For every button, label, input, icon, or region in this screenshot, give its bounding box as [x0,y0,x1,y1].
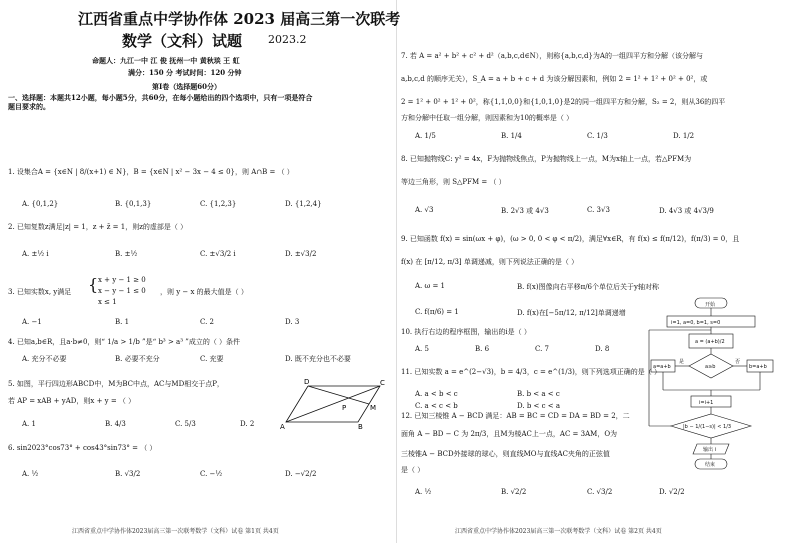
q7-option-a: A. 1/5 [415,132,436,140]
question-1: 1. 设集合A = {x∈N | 8/(x+1) ∈ N}，B = {x∈N | x² − 3x − 4 ≤ 0}，则 A∩B = （ ） [8,168,294,176]
q7-option-b: B. 1/4 [501,132,522,140]
q8-option-d: D. 4√3 或 4√3/9 [659,207,714,215]
q3-condition-2: x − y − 1 ≤ 0 [98,287,146,295]
question-3-prefix: 3. 已知实数x, y满足 [8,288,72,296]
flow-output-label: 输出 i [703,447,716,453]
q5-option-d: D. 2 [240,420,255,428]
q3-option-b: B. 1 [115,318,130,326]
question-7-line4: 方和分解中任取一组分解，则因素和为10的概率是（ ） [401,114,574,122]
authors: 命题人：九江一中 江 俊 抚州一中 黄秋琰 王 虹 [92,56,240,65]
label-p: P [342,404,347,412]
label-m: M [370,404,377,412]
q7-option-d: D. 1/2 [673,132,695,140]
q4-option-a: A. 充分不必要 [22,355,67,363]
q11-option-a: A. a < b < c [415,390,458,398]
q12-option-a: A. ½ [415,488,432,496]
q12-option-b: B. √2/2 [501,488,527,496]
flow-decision-label: a≥b [705,364,716,370]
q11-option-d: D. b < c < a [517,402,561,410]
flow-init-label: i=1, a=0, b=1, s=0 [671,320,721,326]
question-8-line1: 8. 已知抛物线C: y² = 4x，F为抛物线焦点，P为抛物线上一点，M为x轴上一点，若△PFM为 [401,155,692,163]
q4-option-d: D. 既不充分也不必要 [285,355,351,363]
question-5-line1: 5. 如图，平行四边形ABCD中，M为BC中点，AC与MD相交于点P， [8,380,224,388]
question-12-line2: 面角 A − BD − C 为 2π/3，且M为棱AC上一点，AC = 3AM，O为 [401,430,618,438]
q8-option-a: A. √3 [415,206,434,214]
flow-no-label: 否 [735,359,741,365]
diagonal-ac [286,386,380,422]
question-3-suffix: ，则 y − x 的最大值是（ ） [160,288,248,296]
q11-option-b: B. b < a < c [517,390,560,398]
question-2: 2. 已知复数z满足|z| = 1，z + z̄ = 1，则z的虚部是（ ） [8,223,188,231]
q10-option-a: A. 5 [415,345,429,353]
q9-option-b: B. f(x)图像向右平移π/6个单位后关于y轴对称 [517,283,659,291]
flow-left-label: a=a+b [653,364,671,370]
label-b: B [358,423,363,430]
instructions-line1: 一、选择题：本题共12小题，每小题5分，共60分，在每小题给出的四个选项中，只有一项是符合 [8,93,313,102]
q6-option-c: C. −½ [200,470,223,478]
segment-dm [308,386,369,404]
q6-option-a: A. ½ [22,470,39,478]
instructions-line2: 题目要求的。 [8,102,50,111]
question-7-line1: 7. 若 A = a² + b² + c² + d²（a,b,c,d∈N），则称{a,b,c,d}为A的一组四平方和分解（该分解与 [401,52,703,60]
flow-yes-label: 是 [679,359,685,365]
question-11: 11. 已知实数 a = e^(2−√3)，b = 4/3，c = e^(1/3)，则下列选项正确的是（ ） [401,368,662,376]
q4-option-b: B. 必要不充分 [115,355,160,363]
q3-option-a: A. −1 [22,318,42,326]
q3-option-d: D. 3 [285,318,300,326]
question-7-line3: 2 = 1² + 0² + 1² + 0²，称{1,1,0,0}和{1,0,1,0}是2的同一组四平方和分解，S₂ = 2，则从36的四平 [401,98,726,106]
q11-option-c: C. a < c < b [415,402,458,410]
q3-condition-1: x + y − 1 ≥ 0 [98,276,146,284]
label-a: A [280,423,285,430]
part-one-heading: 第Ⅰ卷（选择题60分） [152,82,222,91]
label-c: C [380,379,385,387]
flow-right-label: b=a+b [749,364,767,370]
q2-option-c: C. ±√3/2 i [200,250,236,258]
question-12-line3: 三棱锥A − BCD外接球的球心，则直线MO与直线AC夹角的正弦值 [401,450,610,458]
right-footer: 江西省重点中学协作体2023届高三第一次联考数学（文科）试卷 第2页 共4页 [455,528,662,535]
flow-stop-label: |b − 1/(1−s)| < 1/3 [683,424,732,430]
question-10: 10. 执行右边的程序框图，输出的i是（ ） [401,328,531,336]
q2-option-d: D. ±√3/2 [285,250,317,258]
flow-increment-label: i=i+1 [699,400,714,406]
parallelogram-figure [278,378,388,430]
q1-option-b: B. {0,1,3} [115,200,152,208]
q10-option-b: B. 6 [475,345,490,353]
q9-option-c: C. f(π/6) = 1 [415,308,459,316]
q10-option-d: D. 8 [595,345,610,353]
exam-subtitle: 数学（文科）试题 [122,32,243,50]
flow-assign-label: a = (a+b)/2 [695,339,725,345]
label-d: D [304,378,310,386]
q12-option-c: C. √3/2 [587,488,613,496]
q4-option-c: C. 充要 [200,355,224,363]
q2-option-a: A. ±½ i [22,250,49,258]
system-brace: { [88,275,99,294]
q1-option-d: D. {1,2,4} [285,200,322,208]
question-5-line2: 若 AP = xAB + yAD，则x + y = （ ） [8,397,136,405]
q6-option-d: D. −√2/2 [285,470,317,478]
q1-option-c: C. {1,2,3} [200,200,237,208]
q10-option-c: C. 7 [535,345,550,353]
q3-condition-3: x ≤ 1 [98,298,117,306]
question-4: 4. 已知a,b∈R，且a·b≠0，则“ 1/a > 1/b ”是“ b³ > a³ ”成立的（ ）条件 [8,338,241,346]
q5-option-a: A. 1 [22,420,36,428]
q5-option-c: C. 5/3 [175,420,196,428]
q1-option-a: A. {0,1,2} [22,200,59,208]
q7-option-c: C. 1/3 [587,132,608,140]
flow-end-label: 结束 [705,462,716,468]
score-time: 满分：150 分 考试时间：120 分钟 [128,68,242,77]
question-9-line2: f(x) 在 [π/12, π/3] 单调递减，则下列说法正确的是（ ） [401,258,579,266]
right-page [397,0,794,543]
question-8-line2: 等边三角形，则 S△PFM = （ ） [401,178,506,186]
question-12-line4: 是（ ） [401,466,425,474]
left-footer: 江西省重点中学协作体2023届高三第一次联考数学（文科）试卷 第1页 共4页 [72,528,279,535]
q3-option-c: C. 2 [200,318,215,326]
q8-option-b: B. 2√3 或 4√3 [501,207,549,215]
q6-option-b: B. √3/2 [115,470,141,478]
q9-option-d: D. f(x)在[−5π/12, π/12]单调递增 [517,309,626,317]
q12-option-d: D. √2/2 [659,488,685,496]
q5-option-b: B. 4/3 [105,420,126,428]
program-flowchart [647,296,791,472]
question-9-line1: 9. 已知函数 f(x) = sin(ωx + φ)，(ω > 0, 0 < φ < π/2)，满足∀x∈R，有 f(x) ≤ f(π/12)，f(π/3) = 0，且 [401,235,740,243]
q9-option-a: A. ω = 1 [415,282,445,290]
exam-title: 江西省重点中学协作体 2023 届高三第一次联考 [78,10,401,28]
exam-date: 2023.2 [268,33,307,46]
question-12-line1: 12. 已知三棱锥 A − BCD 满足：AB = BC = CD = DA = BD = 2，二 [401,412,630,420]
q8-option-c: C. 3√3 [587,206,610,214]
flow-start-label: 开始 [705,302,716,308]
q2-option-b: B. ±½ [115,250,138,258]
question-7-line2: a,b,c,d 的顺序无关），S_A = a + b + c + d 为该分解因素和，例如 2 = 1² + 1² + 0² + 0²，或 [401,75,708,83]
question-6: 6. sin2023°cos73° + cos43°sin73° = （ ） [8,444,157,452]
